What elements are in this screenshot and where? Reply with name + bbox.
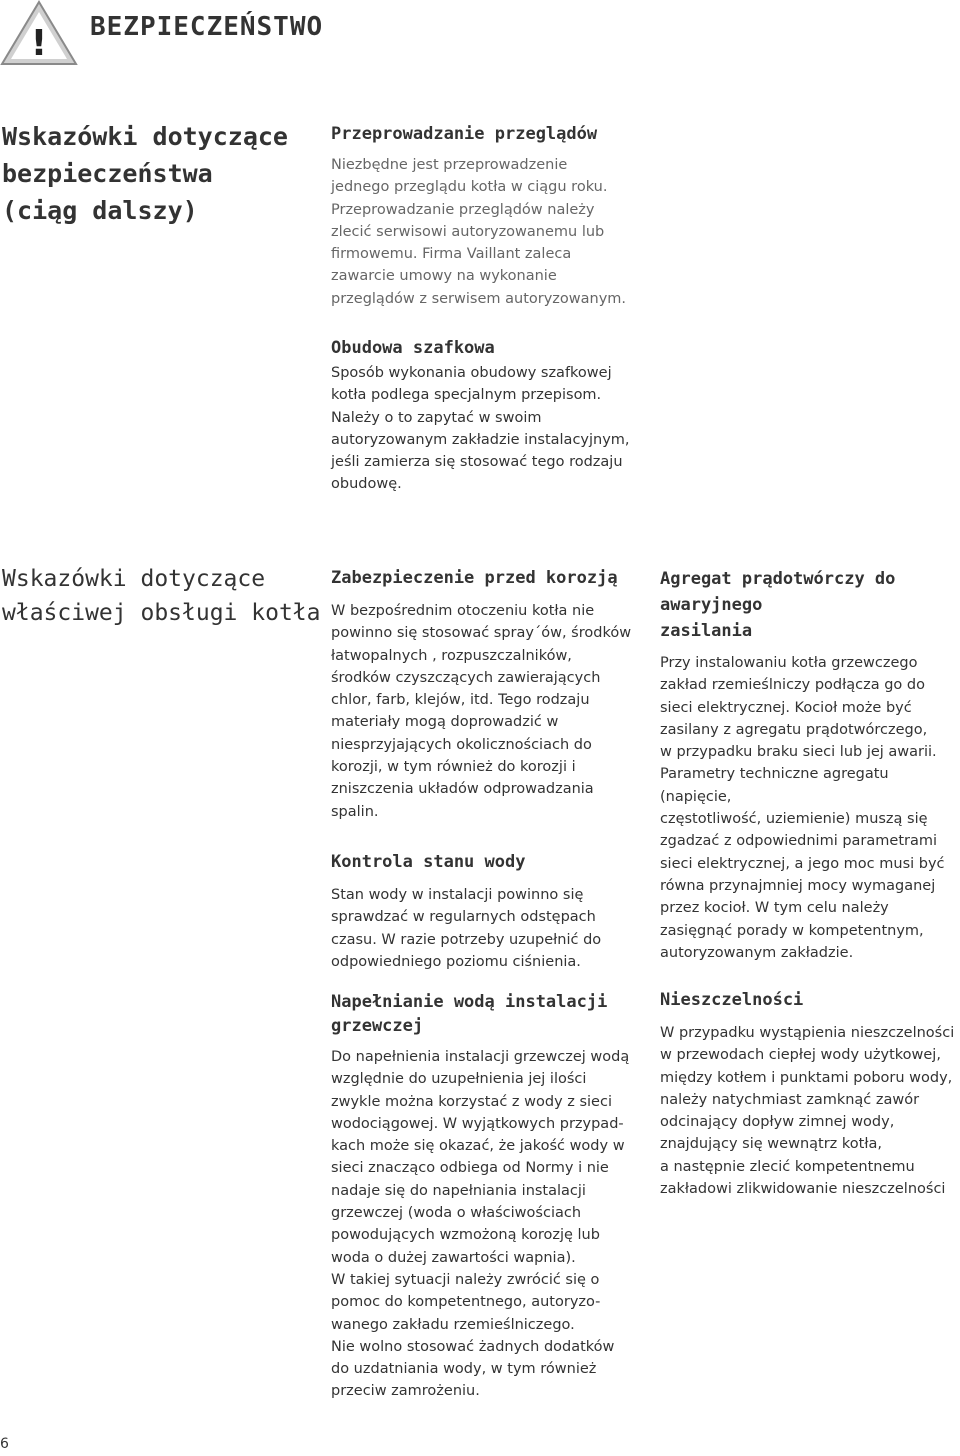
block-text-emergency-generator: Przy instalowaniu kotła grzewczego zakład rzemieślniczy podłącza go do sieci elektrycznej. Kocioł może być zasilany z agregatu prądotwórczego, w przypadku braku sieci lub jej awarii. Parametry techniczne agregatu (napięcie, częstotliwość, uziemienie) muszą się zgadzać z odpowiednimi parametrami sieci elektrycznej, a jego moc musi być równa przynajmniej mocy wymaganej przez kocioł. W tym celu należy zasięgnąć porady w kompetentnym, autoryzowanym zakładzie.: [660, 655, 945, 961]
block-text-corrosion-protection: W bezpośrednim otoczeniu kotła nie powinno się stosować spray´ów, środków łatwopalnych , rozpuszczalników, środków czyszczących zawierających chlor, farb, klejów, itd. Tego rodzaju materiały mogą doprowadzić w niesprzyjających okolicznościach do korozji, w tym również do korozji i zniszczenia układów odprowadzania spalin.: [331, 603, 632, 820]
block-heading-emergency-generator: Agregat prądotwórczy do awaryjnego zasilania: [660, 569, 896, 641]
block-heading-cabinet-housing: Obudowa szafkowa: [331, 338, 495, 358]
block-text-leaks: W przypadku wystąpienia nieszczelności w przewodach ciepłej wody użytkowej, między kotłem i punktami poboru wody, należy natychmiast zamknąć zawór odcinający dopływ zimnej wody, znajdujący się wewnątrz kotła, a następnie zlecić kompetentnemu zakładowi zlikwidowanie nieszczelności: [660, 1025, 955, 1198]
block-heading-corrosion-protection: Zabezpieczenie przed korozją: [331, 568, 618, 588]
block-text-filling-heating-system: Do napełnienia instalacji grzewczej wodą względnie do uzupełnienia jej ilości zwykle można korzystać z wody z sieci wodociągowej. W wyjątkowych przypad- kach może się okazać, że jakość wody w sieci znacząco odbiega od Normy i nie nadaje się do napełniania instalacji grzewczej (woda o właściwościach powodujących wzmożoną korozję lub woda o dużej zawartości wapnia). W takiej sytuacji należy zwrócić się o pomoc do kompetentnego, autoryzo- wanego zakładu rzemieślniczego. Nie wolno stosować żadnych dodatków do uzdatniania wody, w tym również przeciw zamrożeniu.: [331, 1049, 630, 1400]
block-leaks: [660, 988, 960, 1200]
block-text-inspections: Niezbędne jest przeprowadzenie jednego przeglądu kotła w ciągu roku. Przeprowadzanie przeglądów należy zlecić serwisowi autoryzowanemu lub firmowemu. Firma Vaillant zaleca zawarcie umowy na wykonanie przeglądów z serwisem autoryzowanym.: [331, 157, 627, 307]
block-heading-filling-heating-system: Napełnianie wodą instalacji grzewczej: [331, 992, 608, 1036]
section-heading-safety-continued: Wskazówki dotyczące bezpieczeństwa (ciąg dalszy): [2, 122, 288, 225]
block-text-cabinet-housing: Sposób wykonania obudowy szafkowej kotła podlega specjalnym przepisom. Należy o to zapytać w swoim autoryzowanym zakładzie instalacyjnym, jeśli zamierza się stosować tego rodzaju obudowę.: [331, 365, 630, 493]
block-emergency-generator: [660, 566, 960, 964]
block-cabinet-housing: [331, 336, 651, 496]
page-title: BEZPIECZEŃSTWO: [90, 12, 324, 42]
block-inspections: [331, 122, 651, 310]
warning-exclamation: !: [30, 23, 48, 64]
block-heading-inspections: Przeprowadzanie przeglądów: [331, 124, 598, 144]
block-text-water-level-check: Stan wody w instalacji powinno się sprawdzać w regularnych odstępach czasu. W razie potrzeby uzupełnić do odpowiedniego poziomu ciśnienia.: [331, 887, 602, 970]
block-heading-leaks: Nieszczelności: [660, 990, 804, 1010]
block-heading-water-level-check: Kontrola stanu wody: [331, 852, 526, 872]
block-filling-heating-system: [331, 990, 651, 1403]
warning-triangle-icon: [0, 0, 78, 66]
block-corrosion-protection: [331, 566, 651, 823]
block-water-level-check: [331, 850, 651, 973]
section-heading-proper-operation: Wskazówki dotyczące właściwej obsługi kotła: [2, 566, 321, 626]
page-number: 6: [0, 1436, 9, 1452]
